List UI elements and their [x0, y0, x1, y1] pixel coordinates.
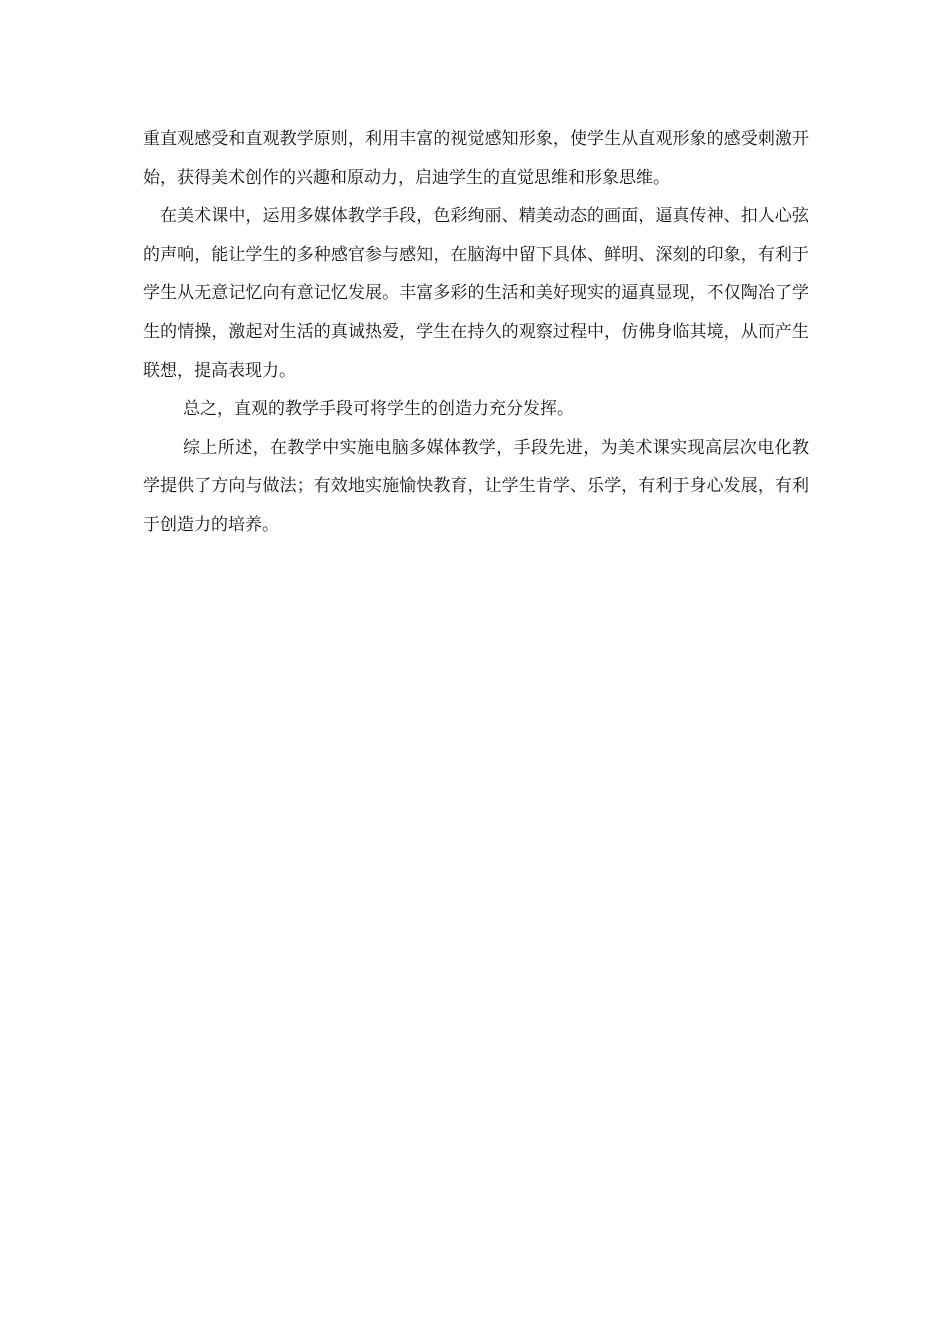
document-body — [143, 120, 809, 545]
paragraph-conclusion: 综上所述，在教学中实施电脑多媒体教学，手段先进，为美术课实现高层次电化教学提供了方向与做法；有效地实施愉快教育，让学生肯学、乐学，有利于身心发展，有利于创造力的培养。 — [143, 437, 809, 535]
paragraph-intuitive-principles: 重直观感受和直观教学原则，利用丰富的视觉感知形象，使学生从直观形象的感受刺激开始，获得美术创作的兴趣和原动力，启迪学生的直觉思维和形象思维。 — [143, 129, 809, 188]
paragraph-multimedia-art-class: 在美术课中，运用多媒体教学手段，色彩绚丽、精美动态的画面，逼真传神、扣人心弦的声响，能让学生的多种感官参与感知，在脑海中留下具体、鲜明、深刻的印象，有利于学生从无意记忆向有意记忆发展。丰富多彩的生活和美好现实的逼真显现，不仅陶冶了学生的情操，激起对生活的真诚热爱，学生在持久的观察过程中，仿佛身临其境，从而产生联想，提高表现力。 — [143, 206, 809, 381]
paragraph-summary: 总之，直观的教学手段可将学生的创造力充分发挥。 — [183, 399, 574, 420]
